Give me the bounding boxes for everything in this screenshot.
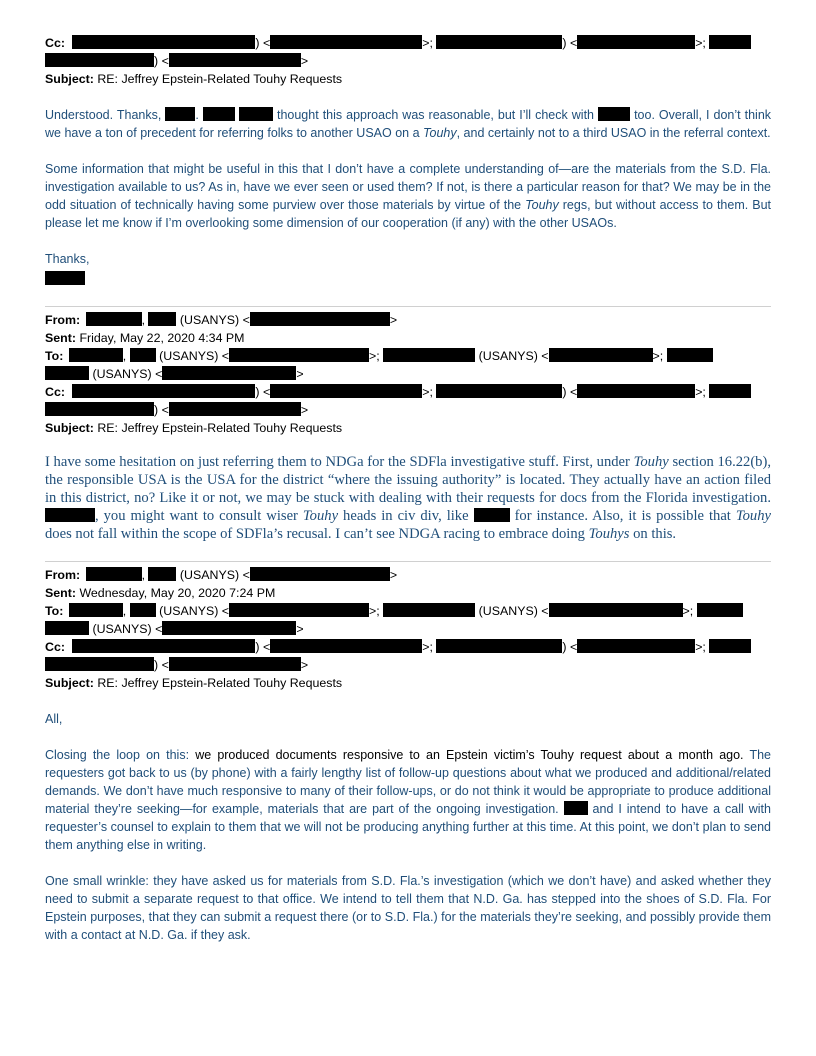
signature-redaction <box>45 271 85 285</box>
redaction <box>709 639 751 653</box>
email3-to-line <box>45 602 771 620</box>
text: Touhy <box>302 508 339 524</box>
email1-signoff: Thanks, <box>45 252 90 266</box>
redaction <box>564 801 588 815</box>
redaction <box>45 402 154 416</box>
redaction <box>45 366 89 380</box>
redaction <box>598 107 630 121</box>
redaction <box>709 384 751 398</box>
separator: ) < <box>154 403 169 417</box>
separator: , <box>141 313 146 327</box>
redaction <box>148 312 176 326</box>
redaction <box>162 366 296 380</box>
email2-from-line <box>45 311 771 329</box>
email3-sent-date: Wednesday, May 20, 2020 7:24 PM <box>79 586 276 600</box>
redaction <box>203 107 235 121</box>
separator: ) < <box>255 385 271 399</box>
redaction <box>169 402 301 416</box>
redaction <box>45 53 154 67</box>
email3-sent-line <box>45 584 771 602</box>
email3-subject-line <box>45 674 771 692</box>
text: section 16.22(b), the responsible USA is the USA for the district “where the issuing authority” is located. They actually have an action filed in this district, no? Like it or not, we may be stuck with dealing with their requests for docs from the Florida investigation. <box>45 454 771 506</box>
redaction <box>577 35 695 49</box>
email3-subject: RE: Jeffrey Epstein-Related Touhy Requests <box>97 676 343 690</box>
redaction <box>229 348 369 362</box>
redaction <box>229 603 369 617</box>
redaction <box>577 384 695 398</box>
text: Touhy <box>735 508 771 524</box>
redaction <box>169 53 301 67</box>
divider <box>45 306 771 307</box>
separator: > <box>300 54 309 68</box>
redaction <box>72 639 255 653</box>
email2-subject: RE: Jeffrey Epstein-Related Touhy Requests <box>97 421 343 435</box>
separator: >; <box>422 36 433 50</box>
redaction <box>239 107 273 121</box>
text: , and certainly not to a third USAO in the referral context. <box>456 126 771 140</box>
email1-cc-line <box>45 34 771 52</box>
redaction <box>436 384 562 398</box>
email1-cc-line-2 <box>45 52 771 70</box>
redaction <box>436 35 562 49</box>
separator: >; <box>695 385 706 399</box>
redaction <box>250 312 390 326</box>
cc-label: Cc: <box>45 385 65 399</box>
redaction <box>250 567 390 581</box>
redaction <box>69 603 123 617</box>
separator: ) < <box>255 640 271 654</box>
separator: ) < <box>154 658 169 672</box>
email3-to-line-2 <box>45 620 771 638</box>
redaction <box>148 567 176 581</box>
redaction <box>270 35 422 49</box>
email2-cc-line-2 <box>45 401 771 419</box>
separator: > <box>296 367 304 381</box>
subject-label: Subject: <box>45 676 94 690</box>
redaction <box>383 603 475 617</box>
text: thought this approach was reasonable, but I’ll check with <box>276 108 594 122</box>
text: , you might want to consult wiser <box>95 508 298 524</box>
text: Touhy <box>423 126 457 140</box>
redaction <box>436 639 562 653</box>
cc-label: Cc: <box>45 36 65 50</box>
email2-body <box>45 453 771 543</box>
text: . <box>195 108 199 122</box>
text: for instance. Also, it is possible that <box>514 508 731 524</box>
separator: >; <box>695 36 706 50</box>
text: heads in civ div, like <box>343 508 469 524</box>
separator: , <box>122 604 127 618</box>
redaction <box>667 348 713 362</box>
separator: , <box>141 568 146 582</box>
to-label: To: <box>45 604 64 618</box>
separator: ) < <box>562 385 578 399</box>
separator: > <box>389 313 398 327</box>
divider <box>45 561 771 562</box>
email2-subject-line <box>45 419 771 437</box>
email3-cc-line-2 <box>45 656 771 674</box>
text: Touhy <box>525 198 559 212</box>
email3-cc-line <box>45 638 771 656</box>
separator: >; <box>652 349 664 363</box>
redaction <box>45 508 95 522</box>
separator: (USANYS) < <box>159 604 230 618</box>
text: regs, but without access to them. But please let me know if I’m overlooking some dimension of our cooperation (if any) with the other USAOs. <box>45 198 772 230</box>
text: Understood. Thanks, <box>45 108 162 122</box>
redaction <box>72 384 255 398</box>
email1-paragraph-1 <box>45 106 771 142</box>
email2-to-line-2 <box>45 365 771 383</box>
text: too. Overall, I don’t think we have a ton of precedent for referring folks to another USAO on a <box>45 108 772 140</box>
separator: (USANYS) < <box>179 568 250 582</box>
separator: > <box>389 568 398 582</box>
email3-greeting: All, <box>45 712 63 726</box>
redaction <box>130 348 156 362</box>
redaction <box>549 348 653 362</box>
email2-sent-line <box>45 329 771 347</box>
redaction <box>709 35 751 49</box>
separator: > <box>296 622 304 636</box>
separator: (USANYS) < <box>92 622 163 636</box>
separator: ) < <box>562 36 578 50</box>
redaction <box>270 384 422 398</box>
text: we produced documents responsive to an Epstein victim’s Touhy request about a month ago. <box>195 748 744 762</box>
email1-subject-line <box>45 70 771 88</box>
redaction <box>130 603 156 617</box>
email-thread <box>45 34 771 944</box>
redaction <box>549 603 683 617</box>
redaction <box>86 312 142 326</box>
from-label: From: <box>45 313 81 327</box>
separator: > <box>300 403 309 417</box>
separator: >; <box>422 385 433 399</box>
sent-label: Sent: <box>45 586 76 600</box>
text: and I intend to have a call with requester’s counsel to explain to them that we will not be producing anything further at this time. At this point, we don’t plan to send them anything else in writing. <box>45 802 771 852</box>
separator: (USANYS) < <box>159 349 230 363</box>
separator: (USANYS) < <box>92 367 163 381</box>
separator: > <box>300 658 309 672</box>
redaction <box>86 567 142 581</box>
separator: ) < <box>154 54 169 68</box>
separator: (USANYS) < <box>478 604 549 618</box>
subject-label: Subject: <box>45 421 94 435</box>
redaction <box>474 508 510 522</box>
redaction <box>169 657 301 671</box>
separator: >; <box>369 604 380 618</box>
redaction <box>270 639 422 653</box>
subject-label: Subject: <box>45 72 94 86</box>
separator: (USANYS) < <box>179 313 250 327</box>
redaction <box>45 621 89 635</box>
text: Touhys <box>588 526 630 542</box>
text: Some information that might be useful in this that I don’t have a complete understanding of—are the materials from the S.D. Fla. investigation available to us? As in, have we ever seen or used them? If not, is there a particular reason for that? We may be in the odd situation of technically having some purview over those materials by virtue of the <box>45 162 771 212</box>
email1-paragraph-2 <box>45 160 771 232</box>
email3-paragraph-2: One small wrinkle: they have asked us for materials from S.D. Fla.’s investigation (which we don’t have) and asked whether they need to submit a separate request to that office. We intend to tell them that N.D. Ga. has stepped into the shoes of S.D. Fla. For Epstein purposes, that they can submit a request there (or to S.D. Fla.) for the materials they’re seeking, and possibly provide them with a contact at N.D. Ga. if they ask. <box>45 874 771 942</box>
separator: >; <box>369 349 380 363</box>
separator: (USANYS) < <box>478 349 549 363</box>
text: does not fall within the scope of SDFla’s recusal. I can’t see NDGA racing to embrace doing <box>45 526 585 542</box>
separator: , <box>122 349 127 363</box>
to-label: To: <box>45 349 64 363</box>
text: The requesters got back to us (by phone) with a fairly lengthy list of follow-up questions about what we produced and additional/related demands. We don’t have much responsive to many of their follow-ups, or do not think it would be appropriate to produce additional material they’re seeking—for example, materials that are part of the ongoing investigation. <box>45 748 772 816</box>
from-label: From: <box>45 568 81 582</box>
separator: ) < <box>562 640 578 654</box>
email2-cc-line <box>45 383 771 401</box>
email1-subject: RE: Jeffrey Epstein-Related Touhy Requests <box>97 72 343 86</box>
redaction <box>69 348 123 362</box>
cc-label: Cc: <box>45 640 65 654</box>
email2-sent-date: Friday, May 22, 2020 4:34 PM <box>79 331 245 345</box>
text: Touhy <box>633 454 669 470</box>
separator: >; <box>682 604 694 618</box>
redaction <box>577 639 695 653</box>
redaction <box>697 603 743 617</box>
text: on this. <box>633 526 677 542</box>
email3-paragraph-1 <box>45 746 771 854</box>
email3-from-line <box>45 566 771 584</box>
redaction <box>165 107 195 121</box>
separator: ) < <box>255 36 271 50</box>
separator: >; <box>422 640 433 654</box>
text: I have some hesitation on just referring them to NDGa for the SDFla investigative stuff. First, under <box>45 454 630 470</box>
redaction <box>162 621 296 635</box>
sent-label: Sent: <box>45 331 76 345</box>
redaction <box>45 657 154 671</box>
text: Closing the loop on this: <box>45 748 190 762</box>
email2-to-line <box>45 347 771 365</box>
separator: >; <box>695 640 706 654</box>
redaction <box>72 35 255 49</box>
redaction <box>383 348 475 362</box>
